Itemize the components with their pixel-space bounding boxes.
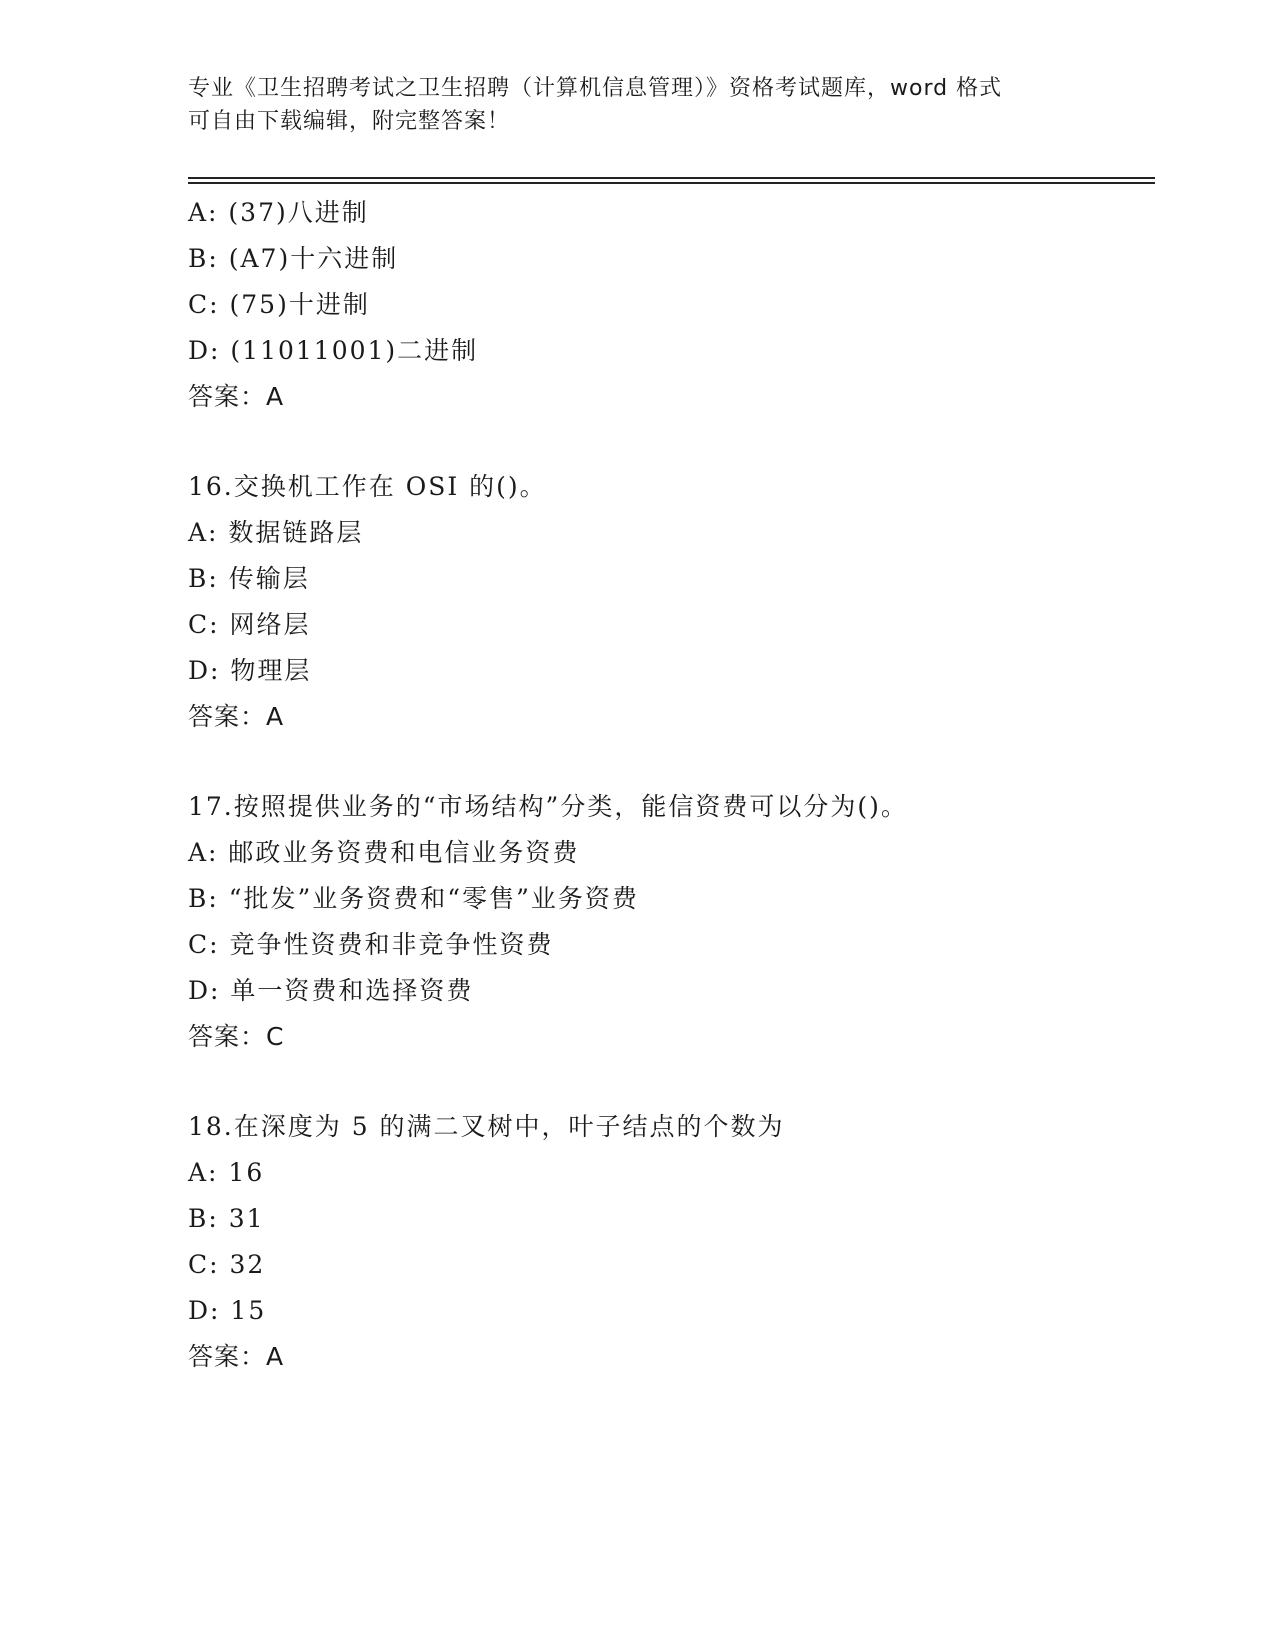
- spacer: [188, 1060, 1148, 1104]
- option-d: D: 15: [188, 1296, 267, 1325]
- header-line-2: 可自由下载编辑，附完整答案！: [188, 109, 511, 134]
- option-d: D: 物理层: [188, 656, 312, 685]
- question-17: [188, 784, 1148, 1060]
- option-d: D: (11011001)二进制: [188, 336, 479, 365]
- question-list: [188, 190, 1148, 1380]
- header-divider-top: [188, 177, 1155, 179]
- option-c: C: 竞争性资费和非竞争性资费: [188, 930, 554, 959]
- option-b: B: (A7)十六进制: [188, 244, 399, 273]
- question-18: [188, 1104, 1148, 1380]
- question-text: 18.在深度为 5 的满二叉树中，叶子结点的个数为: [188, 1112, 785, 1141]
- spacer: [188, 420, 1148, 464]
- question-text: 16.交换机工作在 OSI 的()。: [188, 472, 547, 501]
- question-text: 17.按照提供业务的“市场结构”分类，能信资费可以分为()。: [188, 792, 908, 821]
- header-divider-bottom: [188, 182, 1155, 184]
- question-16: [188, 464, 1148, 740]
- option-a: A: 邮政业务资费和电信业务资费: [188, 838, 580, 867]
- option-c: C: 网络层: [188, 610, 311, 639]
- option-b: B: “批发”业务资费和“零售”业务资费: [188, 884, 639, 913]
- answer-line: 答案：A: [188, 382, 285, 411]
- answer-line: 答案：A: [188, 1342, 285, 1371]
- option-a: A: 数据链路层: [188, 518, 364, 547]
- header-line-1: 专业《卫生招聘考试之卫生招聘（计算机信息管理）》资格考试题库，word 格式: [188, 76, 1003, 101]
- option-a: A: (37)八进制: [188, 198, 369, 227]
- document-header: [188, 72, 1088, 138]
- option-b: B: 传输层: [188, 564, 310, 593]
- answer-line: 答案：A: [188, 702, 285, 731]
- option-a: A: 16: [188, 1158, 265, 1187]
- option-d: D: 单一资费和选择资费: [188, 976, 474, 1005]
- answer-line: 答案：C: [188, 1022, 285, 1051]
- question-15: [188, 190, 1148, 420]
- option-b: B: 31: [188, 1204, 265, 1233]
- option-c: C: 32: [188, 1250, 266, 1279]
- option-c: C: (75)十进制: [188, 290, 370, 319]
- spacer: [188, 740, 1148, 784]
